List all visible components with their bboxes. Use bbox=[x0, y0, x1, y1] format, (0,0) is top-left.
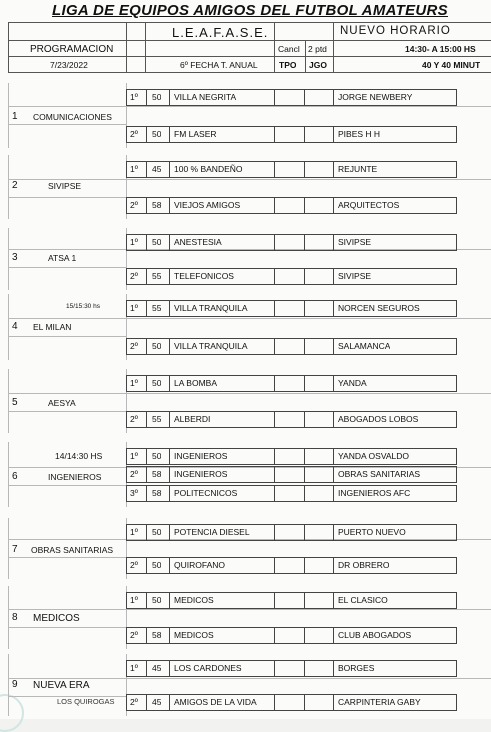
group-number: 5 bbox=[12, 397, 18, 408]
points-cell bbox=[304, 411, 334, 428]
cancel-cell bbox=[274, 448, 305, 465]
away-team: CARPINTERIA GABY bbox=[338, 697, 421, 707]
group-border bbox=[8, 369, 9, 433]
cancel-cell bbox=[274, 300, 305, 317]
category: 58 bbox=[152, 630, 162, 640]
category: 45 bbox=[152, 697, 162, 707]
category: 50 bbox=[152, 92, 162, 102]
home-team: VILLA NEGRITA bbox=[174, 92, 237, 102]
home-team: POLITECNICOS bbox=[174, 488, 238, 498]
cancel-cell bbox=[274, 161, 305, 178]
league-name: L.E.A.F.A.S.E. bbox=[172, 25, 269, 40]
points-cell bbox=[304, 197, 334, 214]
group-number: 1 bbox=[12, 111, 18, 122]
points-cell bbox=[304, 448, 334, 465]
division: 2º bbox=[130, 271, 138, 281]
points-cell bbox=[304, 268, 334, 285]
category: 55 bbox=[152, 271, 162, 281]
group-border bbox=[8, 228, 9, 290]
kickoff-time: 14:30- A 15:00 HS bbox=[405, 44, 476, 54]
division: 2º bbox=[130, 630, 138, 640]
points-cell bbox=[304, 660, 334, 677]
away-team: SIVIPSE bbox=[338, 271, 372, 281]
group-border bbox=[8, 586, 9, 649]
away-team: CLUB ABOGADOS bbox=[338, 630, 412, 640]
home-team: FM LASER bbox=[174, 129, 217, 139]
group-border bbox=[8, 83, 9, 148]
category: 45 bbox=[152, 663, 162, 673]
cancel-cell bbox=[274, 557, 305, 574]
row-separator bbox=[8, 197, 126, 198]
home-team: VILLA TRANQUILA bbox=[174, 341, 248, 351]
row-separator bbox=[8, 393, 491, 394]
points-cell bbox=[304, 126, 334, 143]
points-cell bbox=[304, 466, 334, 483]
away-team: PUERTO NUEVO bbox=[338, 527, 406, 537]
home-team: INGENIEROS bbox=[174, 451, 228, 461]
category: 55 bbox=[152, 414, 162, 424]
row-separator bbox=[8, 179, 491, 180]
home-team: VILLA TRANQUILA bbox=[174, 303, 248, 313]
away-team: JORGE NEWBERY bbox=[338, 92, 413, 102]
division: 1º bbox=[130, 595, 138, 605]
row-separator bbox=[8, 627, 126, 628]
field-name: AESYA bbox=[48, 398, 76, 408]
row-separator bbox=[8, 609, 491, 610]
home-team: 100 % BANDEÑO bbox=[174, 164, 243, 174]
division: 1º bbox=[130, 237, 138, 247]
home-team: LA BOMBA bbox=[174, 378, 217, 388]
division: 1º bbox=[130, 378, 138, 388]
division: 1º bbox=[130, 451, 138, 461]
cancel-cell bbox=[274, 89, 305, 106]
cancel-cell bbox=[274, 126, 305, 143]
group-border bbox=[8, 654, 9, 716]
division: 1º bbox=[130, 92, 138, 102]
away-team: OBRAS SANITARIAS bbox=[338, 469, 421, 479]
category: 45 bbox=[152, 164, 162, 174]
cancel-cell bbox=[274, 694, 305, 711]
points-cell bbox=[304, 592, 334, 609]
category: 50 bbox=[152, 595, 162, 605]
corner-mark bbox=[0, 694, 24, 732]
page-title: LIGA DE EQUIPOS AMIGOS DEL FUTBOL AMATEURS bbox=[52, 2, 448, 19]
round-label: 6º FECHA T. ANUAL bbox=[180, 60, 258, 70]
away-team: NORCEN SEGUROS bbox=[338, 303, 420, 313]
field-name: OBRAS SANITARIAS bbox=[31, 545, 114, 555]
away-team: YANDA bbox=[338, 378, 367, 388]
division: 2º bbox=[130, 414, 138, 424]
points-cell bbox=[304, 234, 334, 251]
cancel-cell bbox=[274, 375, 305, 392]
away-team: REJUNTE bbox=[338, 164, 378, 174]
extra-note: LOS QUIROGAS bbox=[57, 697, 115, 706]
division: 1º bbox=[130, 527, 138, 537]
division: 2º bbox=[130, 469, 138, 479]
row-separator bbox=[8, 318, 491, 319]
cancel-cell bbox=[274, 592, 305, 609]
cancel-cell bbox=[274, 197, 305, 214]
field-name: ATSA 1 bbox=[48, 253, 77, 263]
cancel-cell bbox=[274, 627, 305, 644]
programacion-label: PROGRAMACION bbox=[30, 44, 114, 55]
category: 50 bbox=[152, 527, 162, 537]
group-number: 6 bbox=[12, 471, 18, 482]
points-cell bbox=[304, 627, 334, 644]
points-cell bbox=[304, 89, 334, 106]
category: 50 bbox=[152, 341, 162, 351]
category: 50 bbox=[152, 129, 162, 139]
division: 2º bbox=[130, 697, 138, 707]
cancel-cell bbox=[274, 466, 305, 483]
home-team: TELEFONICOS bbox=[174, 271, 234, 281]
row-separator bbox=[8, 678, 491, 679]
home-team: MEDICOS bbox=[174, 630, 214, 640]
home-team: AMIGOS DE LA VIDA bbox=[174, 697, 257, 707]
group-number: 4 bbox=[12, 321, 18, 332]
category: 58 bbox=[152, 488, 162, 498]
division: 1º bbox=[130, 164, 138, 174]
away-team: PIBES H H bbox=[338, 129, 381, 139]
home-team: ANESTESIA bbox=[174, 237, 222, 247]
nuevo-horario-label: NUEVO HORARIO bbox=[340, 25, 451, 37]
category: 58 bbox=[152, 469, 162, 479]
home-team: MEDICOS bbox=[174, 595, 214, 605]
row-separator bbox=[8, 485, 126, 486]
cancel-cell bbox=[274, 234, 305, 251]
away-team: SALAMANCA bbox=[338, 341, 391, 351]
category: 50 bbox=[152, 378, 162, 388]
field-name: COMUNICACIONES bbox=[33, 112, 112, 122]
schedule-note: 14/14:30 HS bbox=[55, 451, 103, 461]
row-separator bbox=[8, 557, 126, 558]
points-cell bbox=[304, 161, 334, 178]
cancel-cell bbox=[274, 524, 305, 541]
match-duration: 40 Y 40 MINUT bbox=[422, 60, 481, 70]
category: 58 bbox=[152, 200, 162, 210]
group-number: 3 bbox=[12, 252, 18, 263]
away-team: ARQUITECTOS bbox=[338, 200, 400, 210]
tpo-label: TPO bbox=[279, 60, 297, 70]
group-border bbox=[8, 294, 9, 360]
points-cell bbox=[304, 694, 334, 711]
group-border bbox=[8, 155, 9, 219]
field-name: INGENIEROS bbox=[48, 472, 102, 482]
division: 1º bbox=[130, 663, 138, 673]
division: 2º bbox=[130, 200, 138, 210]
group-border bbox=[8, 518, 9, 579]
points-cell bbox=[304, 524, 334, 541]
division: 2º bbox=[130, 341, 138, 351]
group-number: 9 bbox=[12, 679, 18, 690]
row-separator bbox=[8, 124, 126, 125]
home-team: POTENCIA DIESEL bbox=[174, 527, 250, 537]
field-name: NUEVA ERA bbox=[33, 680, 90, 691]
row-separator bbox=[8, 336, 126, 337]
away-team: DR OBRERO bbox=[338, 560, 390, 570]
row-separator bbox=[8, 106, 491, 107]
group-border bbox=[8, 442, 9, 507]
home-team: LOS CARDONES bbox=[174, 663, 242, 673]
division: 3º bbox=[130, 488, 138, 498]
schedule-note: 15/15:30 hs bbox=[66, 303, 100, 310]
points-cell bbox=[304, 375, 334, 392]
division: 2º bbox=[130, 129, 138, 139]
away-team: SIVIPSE bbox=[338, 237, 372, 247]
cancel-cell bbox=[274, 268, 305, 285]
cancel-cell bbox=[274, 485, 305, 502]
division: 2º bbox=[130, 560, 138, 570]
cancel-cell bbox=[274, 660, 305, 677]
category: 50 bbox=[152, 237, 162, 247]
category: 55 bbox=[152, 303, 162, 313]
home-team: ALBERDI bbox=[174, 414, 211, 424]
cancel-label: Cancl bbox=[278, 44, 300, 54]
jgo-label: JGO bbox=[309, 60, 327, 70]
home-team: VIEJOS AMIGOS bbox=[174, 200, 241, 210]
schedule-date: 7/23/2022 bbox=[50, 60, 88, 70]
cancel-cell bbox=[274, 338, 305, 355]
away-team: BORGES bbox=[338, 663, 375, 673]
group-number: 8 bbox=[12, 612, 18, 623]
cancel-cell bbox=[274, 411, 305, 428]
row-separator bbox=[8, 411, 126, 412]
away-team: YANDA OSVALDO bbox=[338, 451, 410, 461]
field-name: EL MILAN bbox=[33, 322, 72, 332]
points-label: 2 ptd bbox=[308, 44, 327, 54]
group-number: 2 bbox=[12, 180, 18, 191]
category: 50 bbox=[152, 451, 162, 461]
field-name: SIVIPSE bbox=[48, 181, 82, 191]
points-cell bbox=[304, 485, 334, 502]
points-cell bbox=[304, 300, 334, 317]
category: 50 bbox=[152, 560, 162, 570]
row-separator bbox=[8, 267, 126, 268]
points-cell bbox=[304, 338, 334, 355]
away-team: INGENIEROS AFC bbox=[338, 488, 411, 498]
group-number: 7 bbox=[12, 544, 18, 555]
home-team: QUIROFANO bbox=[174, 560, 226, 570]
points-cell bbox=[304, 557, 334, 574]
field-name: MEDICOS bbox=[33, 613, 80, 624]
away-team: EL CLASICO bbox=[338, 595, 388, 605]
home-team: INGENIEROS bbox=[174, 469, 228, 479]
division: 1º bbox=[130, 303, 138, 313]
away-team: ABOGADOS LOBOS bbox=[338, 414, 419, 424]
